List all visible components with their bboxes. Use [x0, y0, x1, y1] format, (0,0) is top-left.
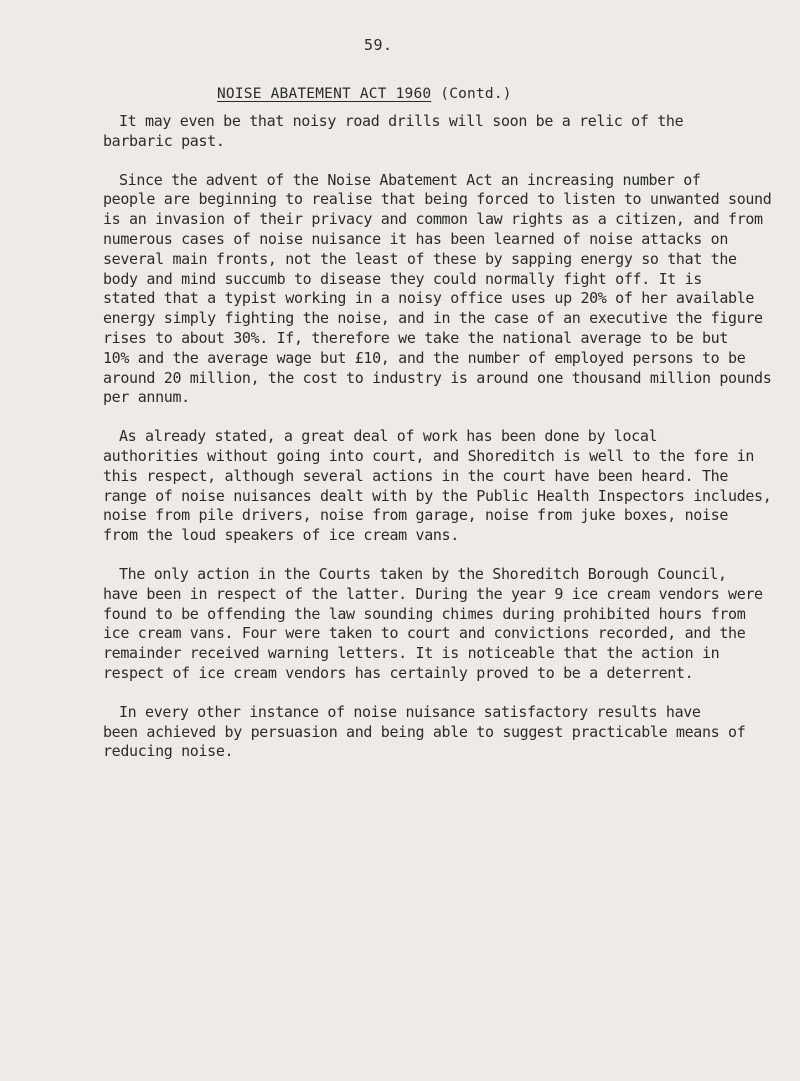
text-line: ice cream vans. Four were taken to court and convictions recorded, and the: [103, 624, 746, 643]
text-line: remainder received warning letters. It is noticeable that the action in: [103, 644, 720, 663]
text-line: people are beginning to realise that being forced to listen to unwanted sound: [103, 190, 772, 209]
text-line: As already stated, a great deal of work has been done by local: [119, 427, 658, 446]
paragraph-1: [103, 112, 775, 152]
text-line: Since the advent of the Noise Abatement Act an increasing number of: [119, 170, 701, 189]
text-line: numerous cases of noise nuisance it has been learned of noise attacks on: [103, 229, 729, 248]
text-line: per annum.: [103, 388, 190, 407]
paragraph-2: [103, 171, 775, 409]
text-line: barbaric past.: [103, 131, 225, 150]
text-line: around 20 million, the cost to industry is around one thousand million pounds: [103, 368, 772, 387]
heading-title: NOISE ABATEMENT ACT 1960: [217, 86, 432, 102]
text-line: been achieved by persuasion and being able to suggest practicable means of: [103, 722, 746, 741]
text-line: authorities without going into court, and Shoreditch is well to the fore in: [103, 446, 755, 465]
text-line: body and mind succumb to disease they could normally fight off. It is: [103, 269, 702, 288]
heading-suffix: (Contd.): [440, 86, 512, 102]
text-line: In every other instance of noise nuisance satisfactory results have: [119, 702, 701, 721]
text-line: noise from pile drivers, noise from garage, noise from juke boxes, noise: [103, 506, 729, 525]
text-line: found to be offending the law sounding chimes during prohibited hours from: [103, 604, 746, 623]
page-number: 59.: [364, 36, 393, 54]
text-line: rises to about 30%. If, therefore we take the national average to be but: [103, 328, 729, 347]
paragraph-3: [103, 427, 775, 546]
text-line: is an invasion of their privacy and common law rights as a citizen, and from: [103, 210, 763, 229]
text-line: from the loud speakers of ice cream vans.: [103, 526, 459, 545]
text-line: 10% and the average wage but £10, and the number of employed persons to be: [103, 348, 746, 367]
text-line: have been in respect of the latter. During the year 9 ice cream vendors were: [103, 584, 763, 603]
text-line: It may even be that noisy road drills will soon be a relic of the: [119, 112, 684, 130]
text-line: energy simply fighting the noise, and in the case of an executive the figure: [103, 309, 763, 328]
paragraph-4: [103, 565, 775, 684]
text-line: reducing noise.: [103, 742, 234, 761]
text-line: this respect, although several actions in the court have been heard. The: [103, 466, 729, 485]
text-line: several main fronts, not the least of these by sapping energy so that the: [103, 249, 737, 268]
section-heading: [217, 86, 512, 102]
text-line: stated that a typist working in a noisy office uses up 20% of her available: [103, 289, 755, 308]
text-line: respect of ice cream vendors has certainly proved to be a deterrent.: [103, 663, 694, 682]
text-line: The only action in the Courts taken by the Shoreditch Borough Council,: [119, 564, 727, 583]
text-line: range of noise nuisances dealt with by the Public Health Inspectors includes,: [103, 486, 772, 505]
paragraph-5: [103, 703, 775, 762]
body-text: [103, 112, 775, 781]
